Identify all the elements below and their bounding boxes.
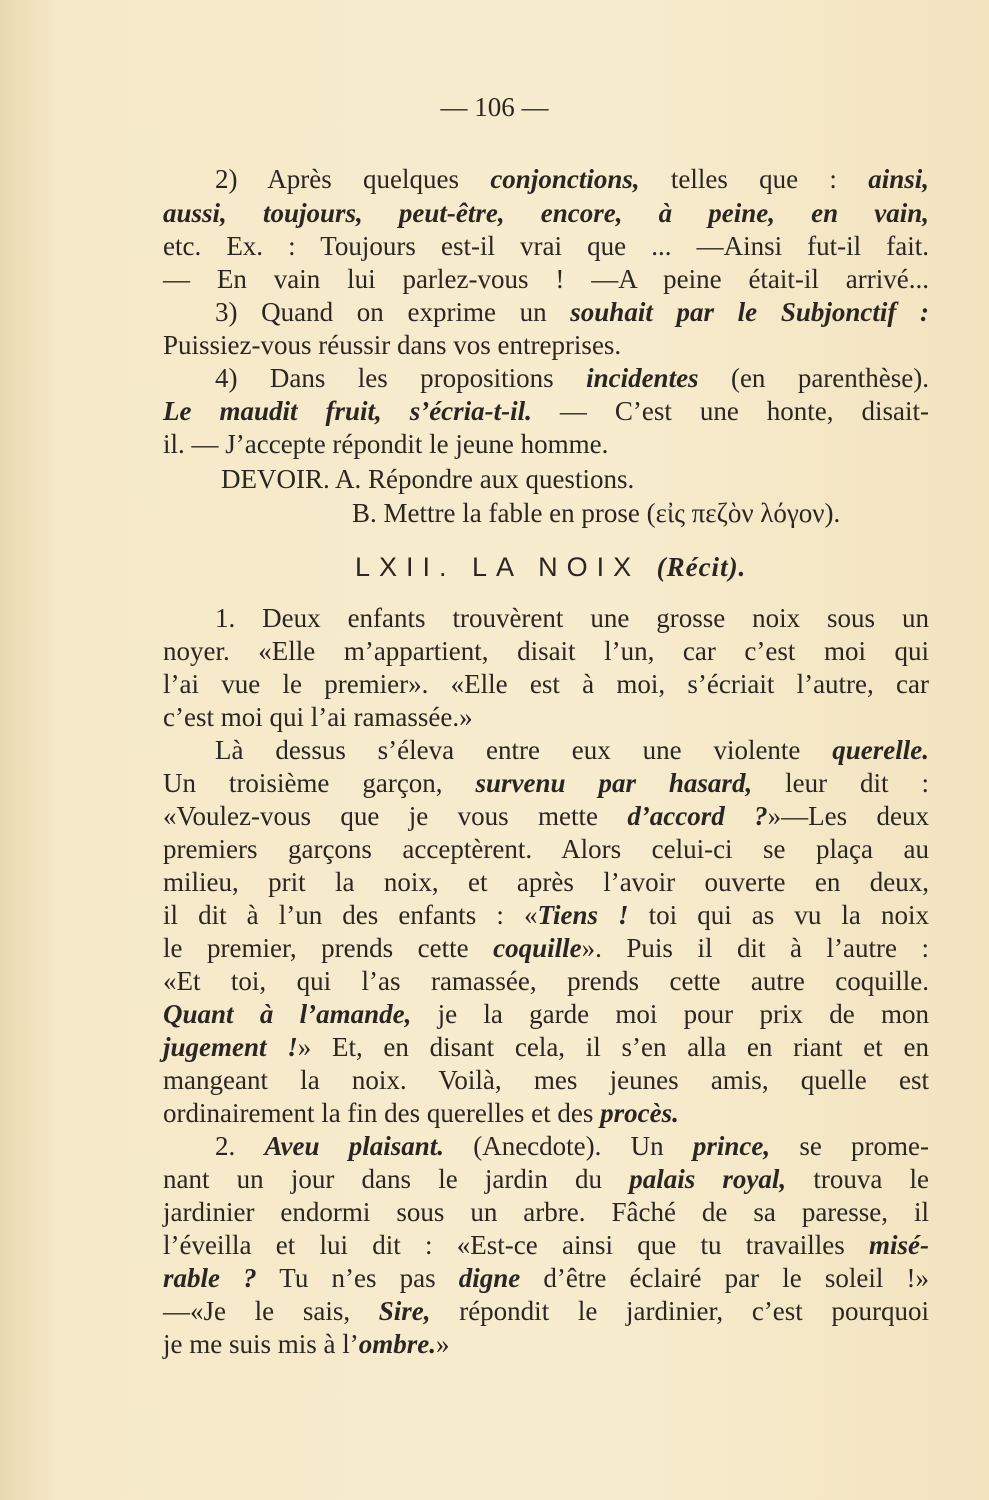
section-heading: [355, 552, 746, 583]
text-line: rable ? Tu n’es pas digne d’être éclairé par le soleil !»: [163, 1263, 929, 1293]
text-line: milieu, prit la noix, et après l’avoir ouverte en deux,: [163, 867, 929, 897]
text-line: Là dessus s’éleva entre eux une violente querelle.: [215, 735, 929, 765]
text-line: Quant à l’amande, je la garde moi pour prix de mon: [163, 999, 929, 1029]
text-line: etc. Ex. : Toujours est-il vrai que ... —Ainsi fut-il fait.: [163, 231, 929, 261]
text-line: le premier, prends cette coquille». Puis il dit à l’autre :: [163, 933, 929, 963]
text-line: 2. Aveu plaisant. (Anecdote). Un prince, se prome-: [215, 1131, 929, 1161]
heading-title: LXII. LA NOIX: [355, 552, 641, 582]
text-line: Un troisième garçon, survenu par hasard, leur dit :: [163, 768, 929, 798]
text-line: c’est moi qui l’ai ramassée.»: [163, 702, 473, 732]
text-line: l’ai vue le premier». «Elle est à moi, s’écriait l’autre, car: [163, 669, 929, 699]
text-line: aussi, toujours, peut-être, encore, à peine, en vain,: [163, 198, 930, 228]
devoir-b: B. Mettre la fable en prose (εἰς πεζὸν λόγον).: [352, 498, 841, 528]
text-line: — En vain lui parlez-vous ! —A peine était-il arrivé...: [163, 264, 929, 294]
page-number: — 106 —: [440, 92, 549, 122]
text-line: noyer. «Elle m’appartient, disait l’un, car c’est moi qui: [163, 636, 929, 666]
text-line: «Et toi, qui l’as ramassée, prends cette autre coquille.: [163, 966, 929, 996]
text-line: Puissiez-vous réussir dans vos entreprises.: [163, 330, 622, 360]
text-line: mangeant la noix. Voilà, mes jeunes amis, quelle est: [163, 1065, 929, 1095]
text-line: il dit à l’un des enfants : «Tiens ! toi qui as vu la noix: [163, 900, 929, 930]
text-line: 4) Dans les propositions incidentes (en parenthèse).: [215, 363, 930, 393]
text-line: 3) Quand on exprime un souhait par le Subjonctif :: [215, 297, 930, 327]
text-line: «Voulez-vous que je vous mette d’accord ?»—Les deux: [163, 801, 929, 831]
text-line: jugement !» Et, en disant cela, il s’en alla en riant et en: [163, 1032, 929, 1062]
text-line: 1. Deux enfants trouvèrent une grosse noix sous un: [215, 603, 929, 633]
text-line: je me suis mis à l’ombre.»: [163, 1329, 450, 1359]
text-line: il. — J’accepte répondit le jeune homme.: [163, 429, 609, 459]
heading-subtitle: (Récit).: [656, 552, 747, 582]
text-line: nant un jour dans le jardin du palais royal, trouva le: [163, 1164, 929, 1194]
text-line: l’éveilla et lui dit : «Est-ce ainsi que tu travailles misé-: [163, 1230, 929, 1260]
text-line: ordinairement la fin des querelles et des procès.: [163, 1098, 679, 1128]
text-line: Le maudit fruit, s’écria-t-il. — C’est une honte, disait-: [163, 396, 929, 426]
devoir-a: DEVOIR. A. Répondre aux questions.: [221, 464, 635, 494]
text-line: 2) Après quelques conjonctions, telles que : ainsi,: [215, 164, 929, 194]
text-line: premiers garçons acceptèrent. Alors celui-ci se plaça au: [163, 834, 929, 864]
text-line: jardinier endormi sous un arbre. Fâché de sa paresse, il: [163, 1197, 929, 1227]
text-line: —«Je le sais, Sire, répondit le jardinier, c’est pourquoi: [163, 1296, 929, 1326]
